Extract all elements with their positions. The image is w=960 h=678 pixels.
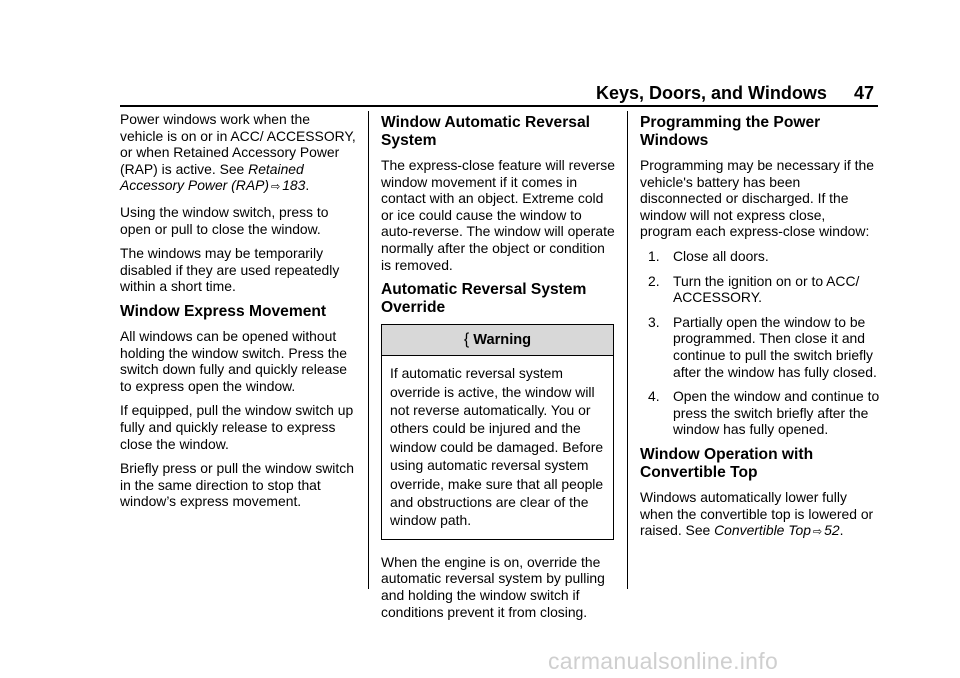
- paragraph-stop-express: Briefly press or pull the window switch in the same direction to stop that window’s express movement.: [120, 460, 354, 510]
- page-reference-arrow-icon: ⇨: [270, 181, 281, 194]
- step-item: [640, 248, 880, 265]
- paragraph-override-procedure: When the engine is on, override the automatic reversal system by pulling and holding the window switch if conditions prevent it from closing.: [381, 553, 605, 620]
- step-text: Open the window and continue to press the switch briefly after the window has fully opened.: [673, 388, 880, 438]
- step-number: 2.: [648, 272, 660, 289]
- paragraph-window-switch: Using the window switch, press to open or pull to close the window.: [120, 203, 329, 237]
- watermark: carmanualsonline.info: [548, 648, 779, 674]
- column-right: [640, 111, 880, 549]
- heading-window-express-movement: Window Express Movement: [120, 302, 327, 320]
- paragraph-convertible: Windows automatically lower fully when the convertible top is lowered or raised. See Convertible Top ⇨ 52.: [640, 489, 880, 541]
- step-text: Partially open the window to be programmed. Then close it and continue to pull the switch briefly after the window has fully closed.: [673, 313, 877, 380]
- paragraph-programming-intro: Programming may be necessary if the vehicle's battery has been disconnected or discharged. If the window will not express close, program each express-close window:: [640, 157, 874, 240]
- warning-box: [381, 324, 614, 540]
- step-item: [640, 388, 880, 438]
- column-divider-2: [627, 111, 628, 589]
- programming-steps: [640, 248, 880, 438]
- heading-reversal-override: Automatic Reversal System Override: [381, 281, 587, 317]
- page-header: [596, 83, 878, 107]
- column-middle: [381, 111, 615, 628]
- step-item: [640, 273, 880, 306]
- column-divider-1: [368, 111, 369, 589]
- warning-header: [382, 325, 613, 356]
- page-reference-number[interactable]: 183: [282, 177, 306, 194]
- cross-reference-convertible-top[interactable]: Convertible Top: [714, 522, 811, 539]
- page-reference-number[interactable]: 52: [824, 522, 840, 539]
- step-item: [640, 314, 880, 380]
- step-number: 1.: [648, 247, 660, 264]
- paragraph-express-open: All windows can be opened without holding the window switch. Press the switch down fully and quickly release to express open the window.: [120, 327, 347, 394]
- step-text: Turn the ignition on or to ACC/ ACCESSORY.: [673, 272, 860, 306]
- step-text: Close all doors.: [673, 247, 769, 264]
- cross-reference-rap[interactable]: Retained Accessory Power (RAP): [120, 160, 304, 194]
- page-number: 47: [853, 83, 874, 103]
- heading-window-automatic-reversal: Window Automatic Reversal System: [381, 114, 590, 149]
- column-left: [120, 111, 356, 518]
- step-number: 4.: [648, 388, 660, 405]
- heading-convertible-top: Window Operation with Convertible Top: [640, 445, 814, 481]
- heading-programming-power-windows: Programming the Power Windows: [640, 114, 821, 149]
- page-reference-arrow-icon: ⇨: [812, 526, 823, 539]
- step-number: 3.: [648, 313, 660, 330]
- paragraph-express-close-reverse: The express-close feature will reverse window movement if it comes in contact with an object. Extreme cold or ice could cause the window to auto-reverse. The window will operate normally after the object or condition is removed.: [381, 157, 615, 273]
- paragraph-power-windows: Power windows work when the vehicle is on or in ACC/ ACCESSORY, or when Retained Accessory Power (RAP) is active. See Retained Accessory Power (RAP) ⇨ 183.: [120, 111, 356, 196]
- section-title: Keys, Doors, and Windows: [596, 83, 827, 103]
- paragraph-express-close: If equipped, pull the window switch up fully and quickly release to express close the window.: [120, 402, 354, 452]
- warning-icon: {: [463, 331, 470, 349]
- paragraph-temporarily-disabled: The windows may be temporarily disabled if they are used repeatedly within a short time.: [120, 245, 340, 295]
- warning-body: If automatic reversal system override is active, the window will not reverse automatically. You or others could be injured and the window could be damaged. Before using automatic reversal system override, make sure that all people and obstructions are clear of the window path.: [390, 365, 604, 529]
- header-rule: [120, 105, 878, 107]
- warning-title: Warning: [473, 332, 532, 349]
